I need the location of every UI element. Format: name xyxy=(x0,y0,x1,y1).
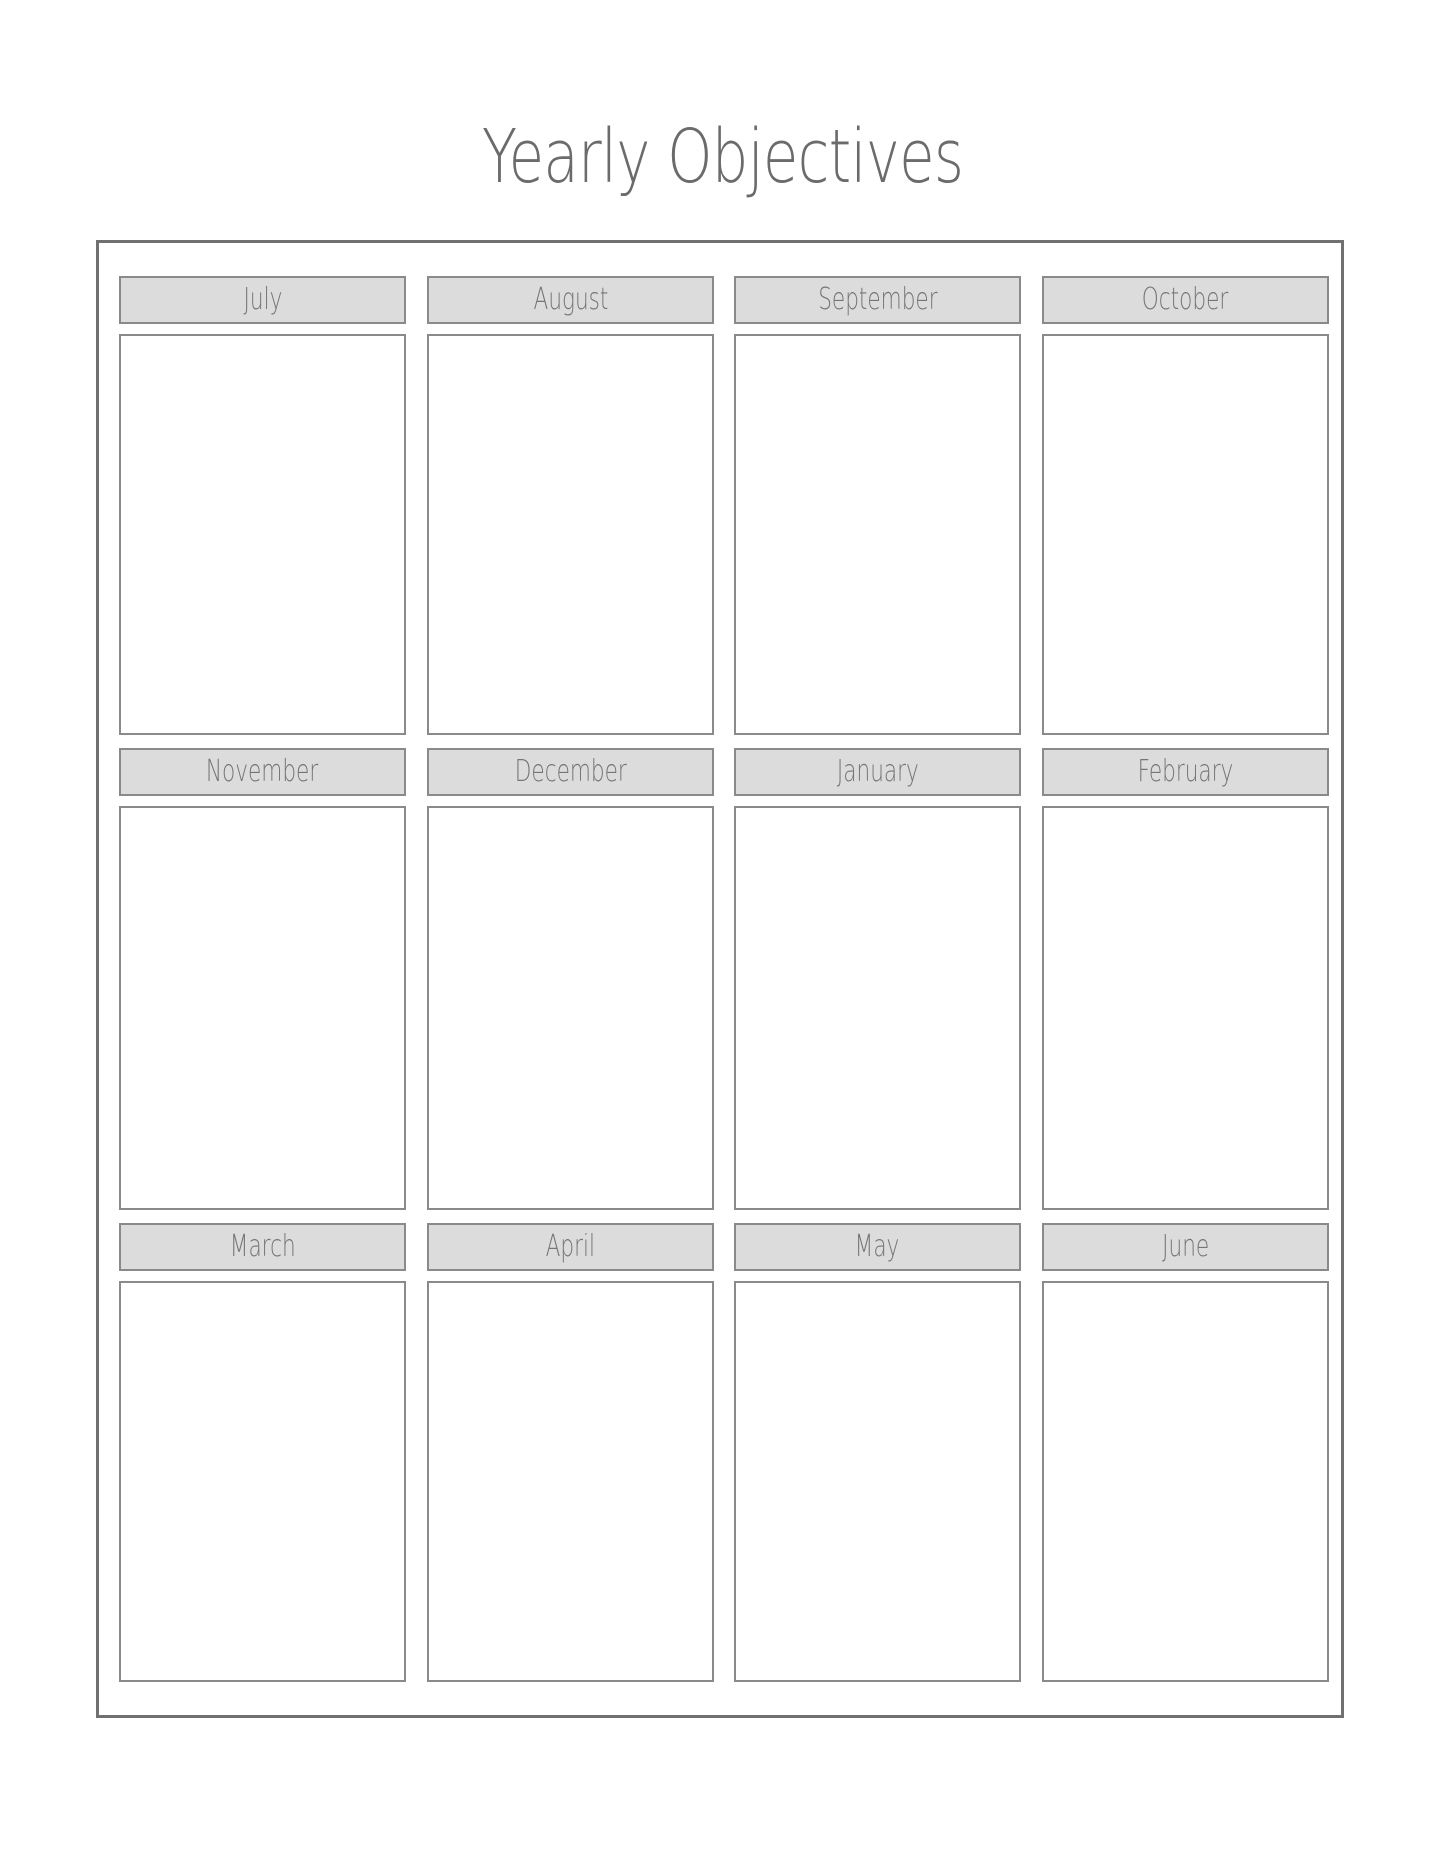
month-box-august[interactable] xyxy=(427,334,714,735)
month-box-october[interactable] xyxy=(1042,334,1329,735)
month-header-february xyxy=(1042,748,1329,796)
month-box-january[interactable] xyxy=(734,806,1021,1210)
month-header-august xyxy=(427,276,714,324)
month-label: May xyxy=(855,1229,900,1264)
month-header-january xyxy=(734,748,1021,796)
month-header-may xyxy=(734,1223,1021,1271)
month-header-october xyxy=(1042,276,1329,324)
month-label: December xyxy=(514,754,627,789)
month-label: August xyxy=(533,282,608,317)
month-label: April xyxy=(545,1229,596,1264)
month-box-february[interactable] xyxy=(1042,806,1329,1210)
month-header-march xyxy=(119,1223,406,1271)
month-box-december[interactable] xyxy=(427,806,714,1210)
month-header-december xyxy=(427,748,714,796)
month-box-may[interactable] xyxy=(734,1281,1021,1682)
month-label: January xyxy=(836,754,919,789)
month-label: March xyxy=(229,1229,296,1264)
month-box-july[interactable] xyxy=(119,334,406,735)
month-grid xyxy=(99,243,1341,1715)
month-label: July xyxy=(243,282,282,317)
yearly-objectives-frame xyxy=(96,240,1344,1718)
month-header-april xyxy=(427,1223,714,1271)
page-title: Yearly Objectives xyxy=(481,114,964,200)
month-box-june[interactable] xyxy=(1042,1281,1329,1682)
month-label: September xyxy=(817,282,938,317)
month-header-september xyxy=(734,276,1021,324)
month-box-april[interactable] xyxy=(427,1281,714,1682)
month-header-july xyxy=(119,276,406,324)
month-box-march[interactable] xyxy=(119,1281,406,1682)
month-label: October xyxy=(1142,282,1229,317)
month-label: February xyxy=(1137,754,1234,789)
month-label: June xyxy=(1161,1229,1210,1264)
month-box-september[interactable] xyxy=(734,334,1021,735)
month-header-june xyxy=(1042,1223,1329,1271)
month-header-november xyxy=(119,748,406,796)
month-box-november[interactable] xyxy=(119,806,406,1210)
month-label: November xyxy=(206,754,319,789)
